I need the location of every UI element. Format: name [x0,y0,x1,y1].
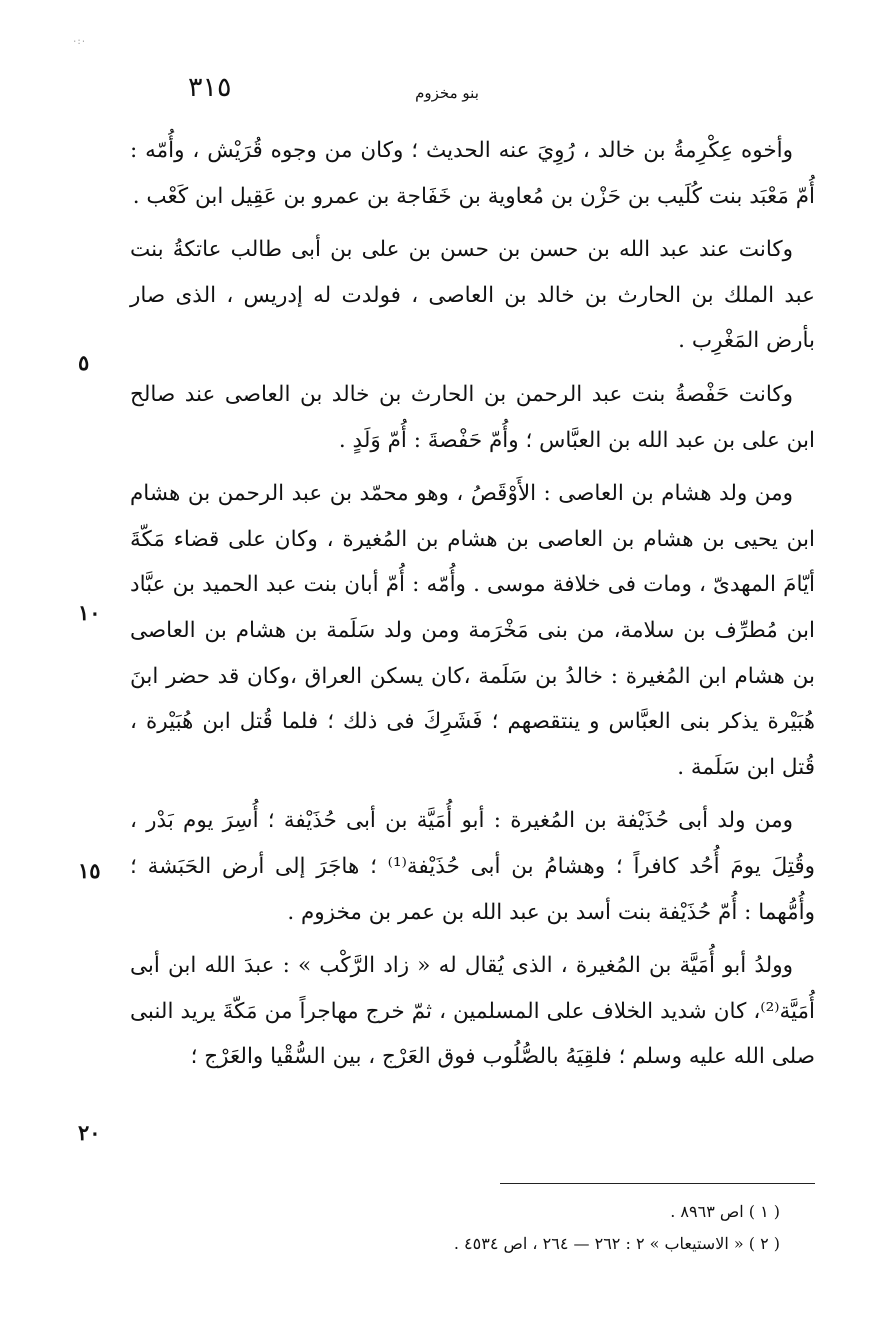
paragraph-hafsa: وكانت حَفْصةُ بنت عبد الرحمن بن الحارث بن خالد بن العاصى عند صالح ابن على بن عبد الله بن العبَّاس ؛ وأُمّ حَفْصةَ : أُمّ وَلَدٍ . [130,381,815,453]
line-marker-5: ٥ [78,350,90,375]
running-head: بنو مخزوم [415,84,479,102]
page-speck: ٠:٠ [72,36,87,47]
line-marker-10: ١٠ [78,600,101,625]
page-number: ٣١٥ [188,72,232,103]
footnote-1: ( ١ ) اص ٨٩٦٣ . [670,1202,780,1221]
paragraph-atika: وكانت عند عبد الله بن حسن بن حسن بن على بن أبى طالب عاتكةُ بنت عبد الملك بن الحارث بن خالد بن العاصى ، فولدت له إدريس ، الذى صار بأرض المَغْرِب . [130,237,815,354]
paragraph-ikrima: وأخوه عِكْرِمةُ بن خالد ، رُوِيَ عنه الحديث ؛ وكان من وجوه قُرَيْش ، وأُمّه : أُمّ مَعْبَد بنت كُلَيب بن حَزْن بن مُعاوية بن خَفَاجة بن عمرو بن عَقِيل ابن كَعْب . [130,138,815,209]
page-header [0,72,894,112]
paragraph-abu-umayya: وولدُ أبو أُمَيَّة بن المُغيرة ، الذى يُقال له « زاد الرَّكْب » : عبدَ الله ابن أبى أُمَيَّة⁽²⁾، كان شديد الخلاف على المسلمين ، ثمّ خرج مهاجراً من مَكّةَ يريد النبى صلى الله عليه وسلم ؛ فلقِيَهُ بالصُّلُوب فوق العَرْج ، بين السُّقْيا والعَرْج ؛ [130,953,815,1070]
footnote-2: ( ٢ ) « الاستيعاب » ٢ : ٢٦٢ — ٢٦٤ ، اص ٤٥٣٤ . [453,1234,780,1253]
paragraph-hisham: ومن ولد هشام بن العاصى : الأَوْقَصُ ، وهو محمّد بن عبد الرحمن بن هشام ابن يحيى بن هشام بن العاصى بن هشام بن المُغيرة ، وكان على قضاء مَكّةَ أيّامَ المهدىّ ، ومات فى خلافة موسى . وأُمّه : أُمّ أبان بنت عبد الحميد بن عبَّاد ابن مُطرِّف بن سلامة، من بنى مَخْرَمة ومن ولد سَلَمة بن هشام بن العاصى بن هشام ابن المُغيرة : خالدُ بن سَلَمة ،كان يسكن العراق ،وكان قد حضر ابنَ هُبَيْرة يذكر بنى العبَّاس و ينتقصهم ؛ فَشَرِكَ فى ذلك ؛ فلما قُتل ابن هُبَيْرة ، قُتل ابن سَلَمة . [130,481,815,780]
line-marker-20: ٢٠ [78,1120,101,1145]
paragraph-abu-hudhayfa: ومن ولد أبى حُذَيْفة بن المُغيرة : أبو أُمَيَّة بن أبى حُذَيْفة ؛ أُسِرَ يوم بَدْر ، وقُتِلَ يومَ أُحُد كافراً ؛ وهشامُ بن أبى حُذَيْفة⁽¹⁾ ؛ هاجَرَ إلى أرض الحَبَشة ؛ وأُمُّهما : أُمّ حُذَيْفة بنت أسد بن عبد الله بن عمر بن مخزوم . [130,808,816,925]
footnote-divider [500,1183,815,1184]
body-text [130,128,815,1088]
line-marker-15: ١٥ [78,858,101,883]
footnotes [280,1196,780,1260]
